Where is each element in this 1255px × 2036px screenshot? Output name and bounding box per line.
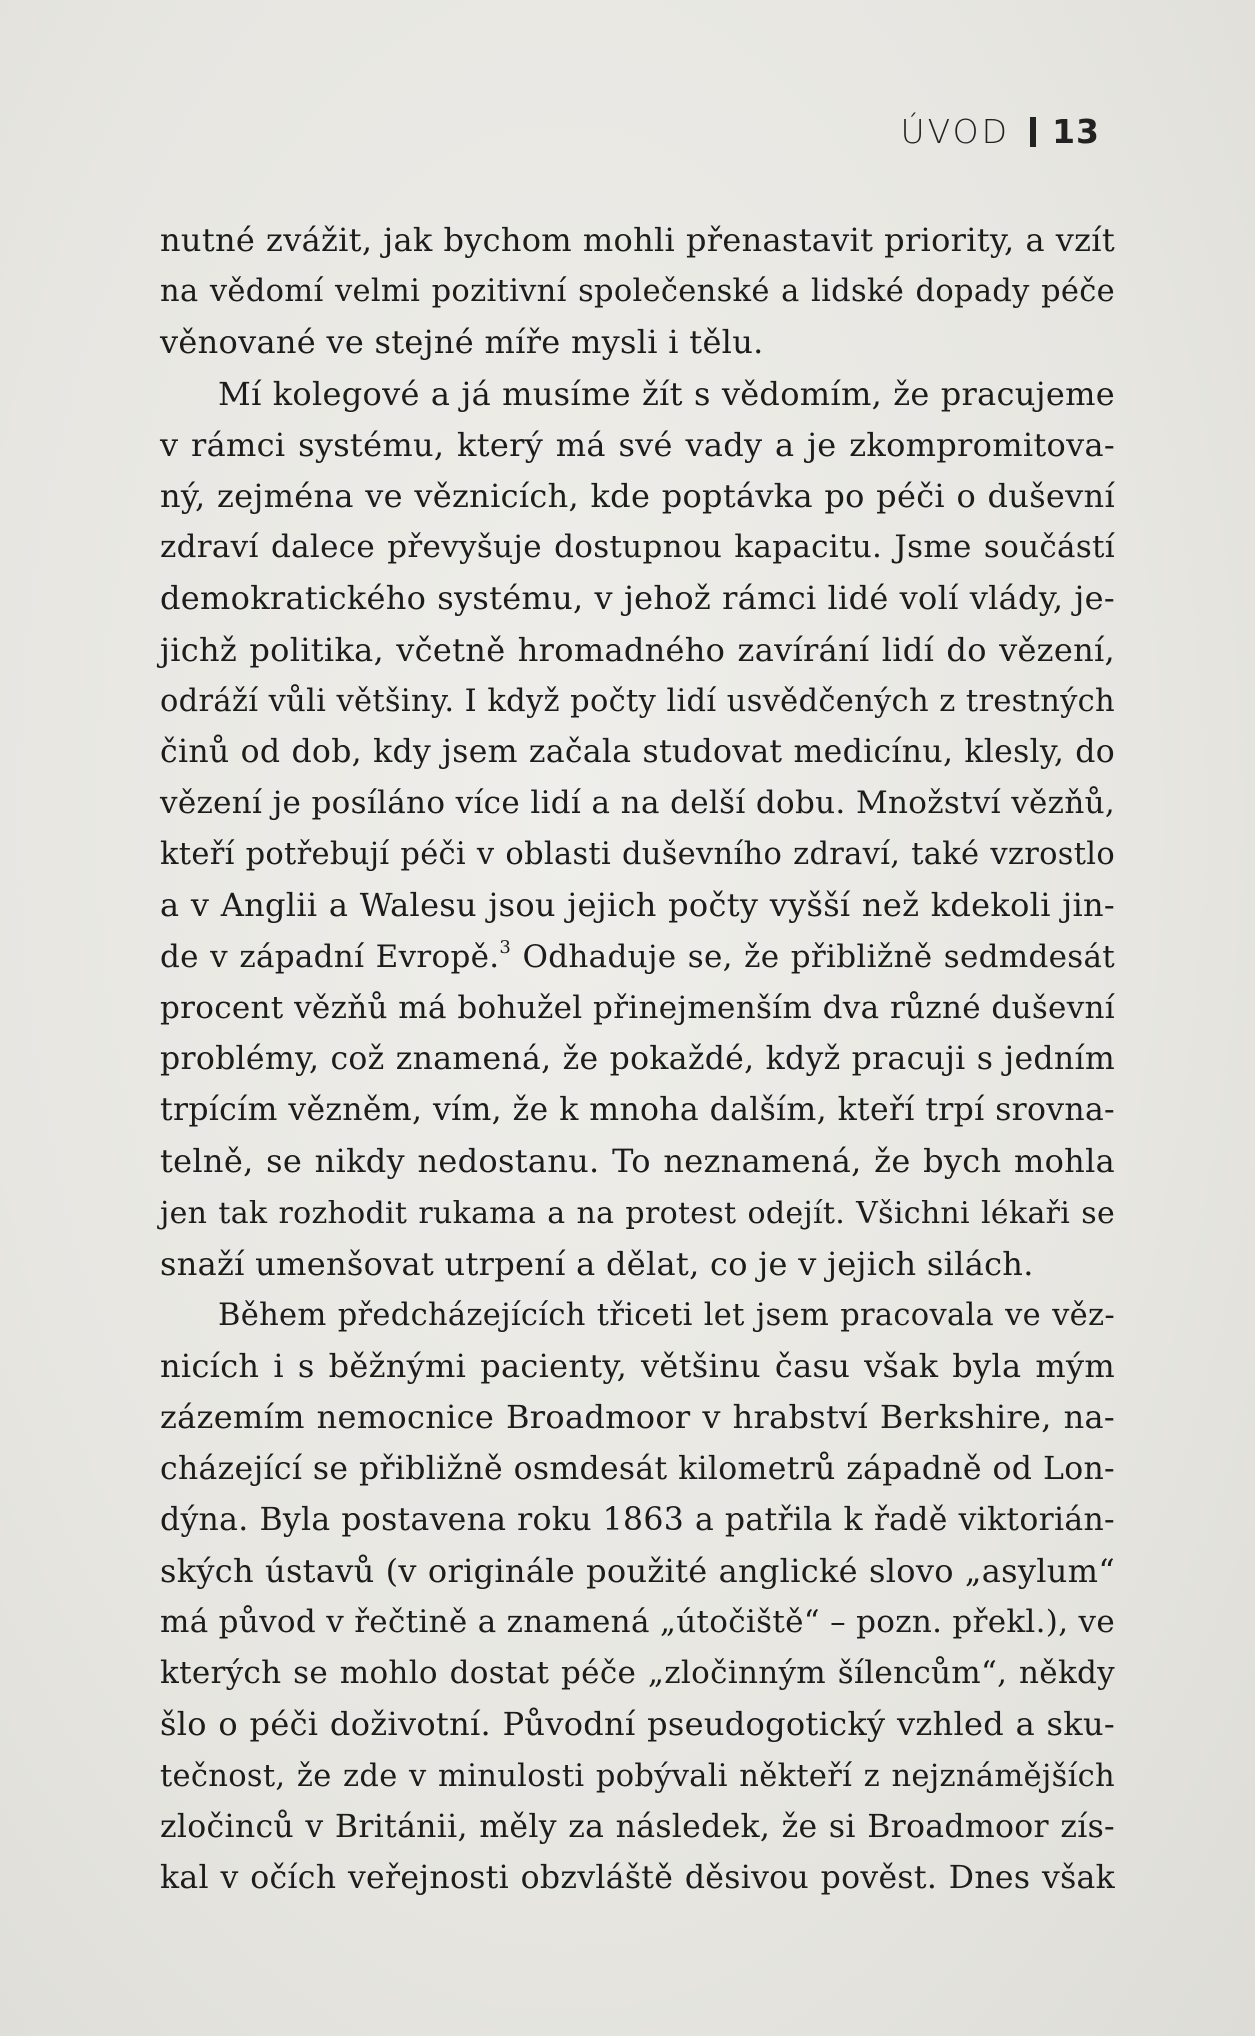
- text-line: [160, 625, 1115, 676]
- text-line-content: kterých se mohlo dostat péče „zločinným šílencům“, někdy: [160, 1655, 1115, 1692]
- text-line-content: nicích i s běžnými pacienty, většinu času však byla mým: [160, 1347, 1115, 1386]
- text-line: [160, 880, 1115, 931]
- text-line: [160, 1136, 1115, 1187]
- text-line: [160, 1392, 1115, 1443]
- text-line: [160, 573, 1115, 624]
- text-line-content: vězení je posíláno více lidí a na delší dobu. Množství vězňů,: [160, 785, 1115, 822]
- text-line: [160, 1853, 1115, 1904]
- text-line-content: procent vězňů má bohužel přinejmenším dva různé duševní: [160, 989, 1115, 1026]
- text-line-content: jichž politika, včetně hromadného zavírání lidí do vězení,: [160, 630, 1115, 669]
- text-line-content: má původ v řečtině a znamená „útočiště“ – pozn. překl.), ve: [160, 1604, 1115, 1641]
- text-line-content: odráží vůli většiny. I když počty lidí usvědčených z trestných: [160, 683, 1115, 719]
- text-line-content: Mí kolegové a já musíme žít s vědomím, že pracujeme: [218, 374, 1115, 413]
- text-line-content: na vědomí velmi pozitivní společenské a lidské dopady péče: [160, 274, 1115, 310]
- section-title: ÚVOD: [900, 112, 1011, 151]
- text-line-content: a v Anglii a Walesu jsou jejich počty vyšší než kdekoli jin-: [160, 886, 1115, 925]
- text-line: [160, 983, 1115, 1034]
- text-line: [160, 1444, 1115, 1495]
- text-line-content: Během předcházejících třiceti let jsem pracovala ve věz-: [218, 1297, 1115, 1333]
- text-line-content: nutné zvážit, jak bychom mohli přenastavit priority, a vzít: [160, 221, 1115, 259]
- text-line: [160, 1188, 1115, 1239]
- text-line: [160, 932, 1115, 983]
- text-line-content: kal v očích veřejnosti obzvláště děsivou pověst. Dnes však: [160, 1860, 1115, 1896]
- text-line: [160, 1597, 1115, 1648]
- text-line-content: šlo o péči doživotní. Původní pseudogotický vzhled a sku-: [160, 1705, 1115, 1744]
- text-line-content: trpícím vězněm, vím, že k mnoha dalším, kteří trpí srovna-: [160, 1092, 1115, 1129]
- text-line: [160, 1648, 1115, 1699]
- footnote-marker[interactable]: 3: [499, 936, 512, 958]
- text-line: [160, 266, 1115, 317]
- text-line-content: ný, zejména ve věznicích, kde poptávka po péči o duševní: [160, 476, 1115, 515]
- text-line: [160, 1085, 1115, 1136]
- text-line: [160, 778, 1115, 829]
- text-line: [160, 1341, 1115, 1392]
- text-line: [160, 215, 1115, 266]
- text-line-content: snaží umenšovat utrpení a dělat, co je v jejich silách.: [160, 1244, 1034, 1283]
- text-line-content: demokratického systému, v jehož rámci lidé volí vlády, je-: [160, 579, 1115, 618]
- text-line-content: činů od dob, kdy jsem začala studovat medicínu, klesly, do: [160, 733, 1115, 770]
- text-line: [160, 1034, 1115, 1085]
- text-line: [160, 676, 1115, 727]
- page-number: 13: [1052, 112, 1100, 151]
- text-line-continuation: Odhaduje se, že přibližně sedmdesát: [511, 938, 1115, 975]
- text-line: [160, 1699, 1115, 1750]
- text-line: [160, 1239, 1115, 1290]
- running-header: [901, 112, 1100, 151]
- text-line: [160, 727, 1115, 778]
- text-line-content: cházející se přibližně osmdesát kilometrů západně od Lon-: [160, 1450, 1115, 1487]
- text-line: [160, 420, 1115, 471]
- text-line-content: kteří potřebují péči v oblasti duševního zdraví, také vzrostlo: [160, 837, 1115, 873]
- text-line-content: jen tak rozhodit rukama a na protest odejít. Všichni lékaři se: [160, 1195, 1115, 1231]
- text-line-content: telně, se nikdy nedostanu. To neznamená, že bych mohla: [160, 1142, 1115, 1181]
- text-line: [160, 317, 1115, 368]
- text-line: [160, 1802, 1115, 1853]
- text-line-content: věnované ve stejné míře mysli i tělu.: [160, 323, 764, 362]
- text-line-content: zázemím nemocnice Broadmoor v hrabství Berkshire, na-: [160, 1398, 1115, 1437]
- text-line-content: zdraví dalece převyšuje dostupnou kapacitu. Jsme součástí: [160, 529, 1115, 566]
- text-line: [160, 1546, 1115, 1597]
- text-line: [160, 1290, 1115, 1341]
- text-line: [160, 522, 1115, 573]
- text-line-content: zločinců v Británii, měly za následek, že si Broadmoor zís-: [160, 1808, 1115, 1845]
- text-line-content: de v západní Evropě.: [160, 938, 500, 975]
- text-line: [160, 471, 1115, 522]
- text-line-content: dýna. Byla postavena roku 1863 a patřila k řadě viktorián-: [160, 1501, 1115, 1538]
- text-line: [160, 1751, 1115, 1802]
- text-line: [160, 829, 1115, 880]
- body-text: [160, 215, 1115, 1904]
- text-line-content: tečnost, že zde v minulosti pobývali někteří z nejznámějších: [160, 1758, 1115, 1794]
- text-line-content: v rámci systému, který má své vady a je zkompromitova-: [160, 425, 1115, 464]
- header-separator: [1030, 117, 1036, 147]
- text-line-content: problémy, což znamená, že pokaždé, když pracuji s jedním: [160, 1041, 1115, 1077]
- text-line: [160, 369, 1115, 420]
- text-line: [160, 1495, 1115, 1546]
- text-line-content: ských ústavů (v originále použité anglické slovo „asylum“: [160, 1551, 1115, 1590]
